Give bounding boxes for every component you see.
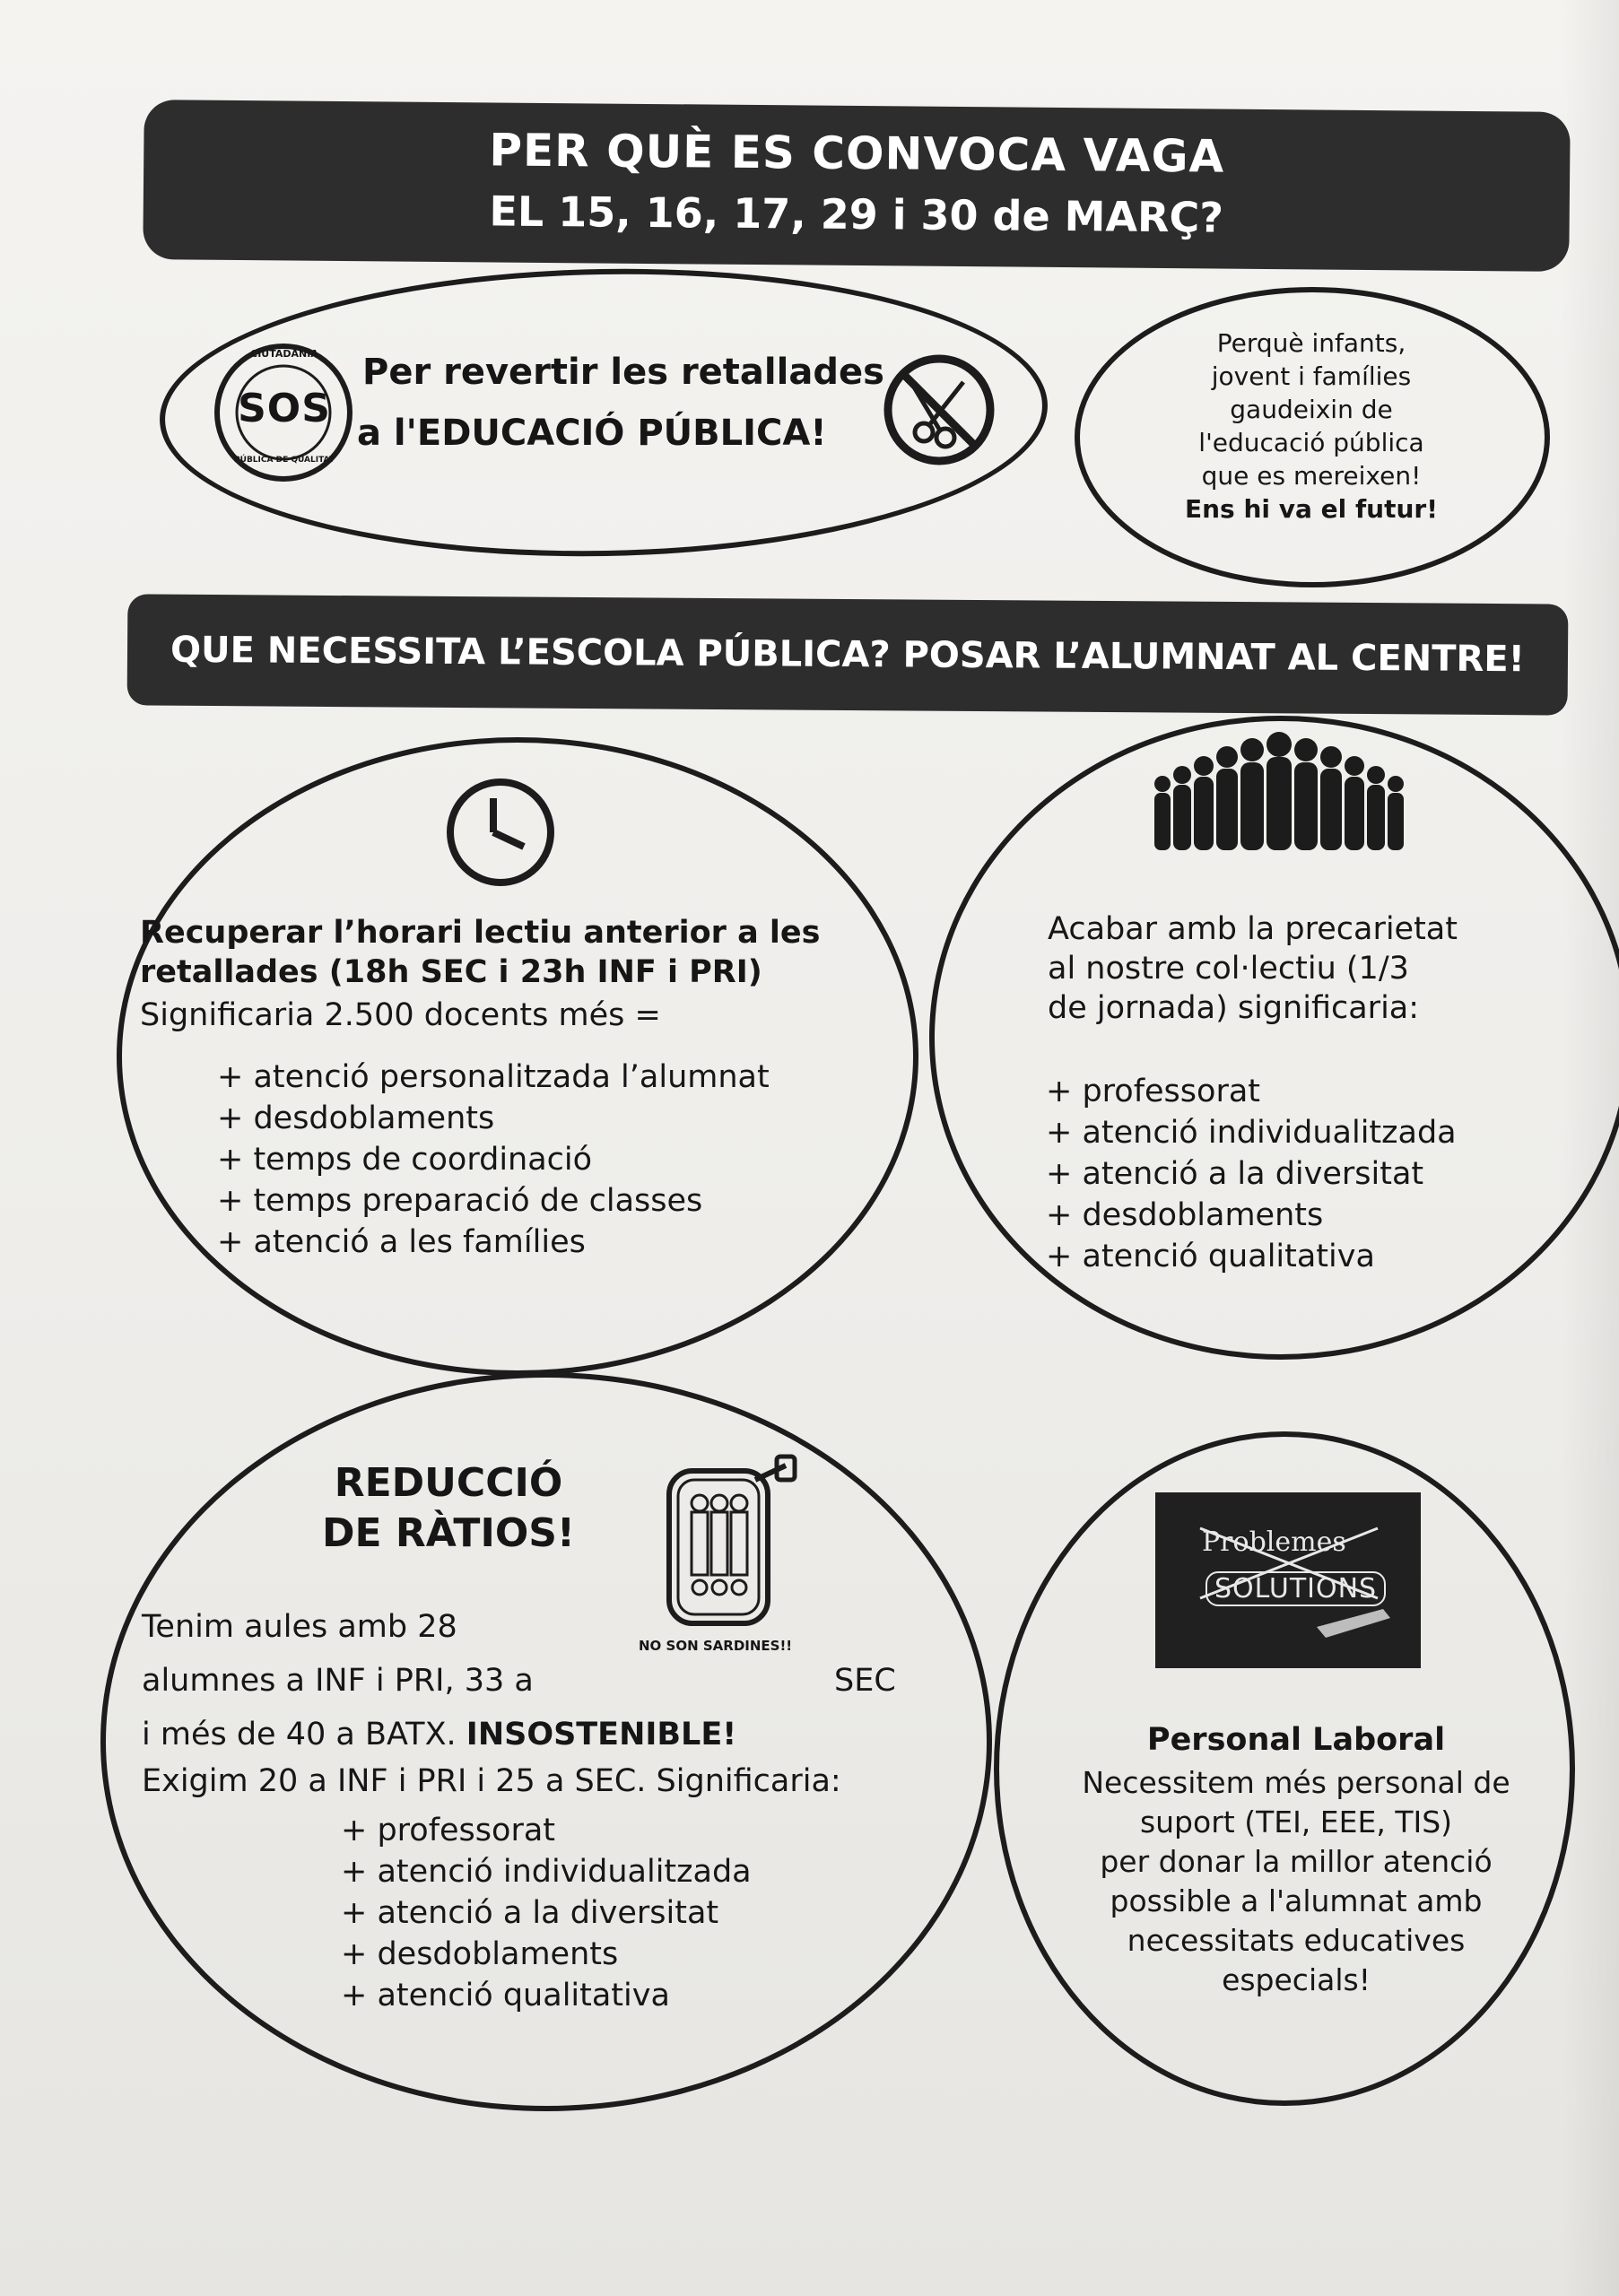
laboral-line: Necessitem més personal de — [1082, 1765, 1510, 1800]
chalkboard-crossed-word: Problemes — [1202, 1526, 1346, 1558]
laboral-line: necessitats educatives — [1127, 1923, 1466, 1958]
ratios-title — [296, 1458, 601, 1559]
families-line: l'educació pública — [1198, 428, 1424, 457]
header-title: PER QUÈ ES CONVOCA VAGA — [489, 124, 1225, 183]
list-item: + temps preparació de classes — [217, 1183, 703, 1219]
header-banner — [143, 100, 1570, 272]
horari-heading-line1: Recuperar l’horari lectiu anterior a les — [140, 915, 821, 951]
precarietat-line: Acabar amb la precarietat — [1048, 911, 1458, 947]
list-item: + desdoblaments — [217, 1100, 495, 1136]
list-item: + atenció qualitativa — [341, 1978, 670, 2013]
list-item: + atenció a les famílies — [217, 1224, 586, 1260]
horari-heading — [140, 913, 820, 992]
sos-line1: Per revertir les retallades — [362, 352, 884, 393]
sos-line2: a l'EDUCACIÓ PÚBLICA! — [357, 413, 827, 454]
laboral-text — [1031, 1763, 1561, 2000]
families-closing: Ens hi va el futur! — [1185, 494, 1438, 524]
ratios-title-line2: DE RÀTIOS! — [322, 1510, 575, 1556]
laboral-title: Personal Laboral — [1146, 1722, 1446, 1758]
laboral-line: suport (TEI, EEE, TIS) — [1139, 1805, 1453, 1839]
list-item: + atenció a la diversitat — [341, 1895, 719, 1931]
precarietat-list — [1046, 1071, 1457, 1277]
families-line: jovent i famílies — [1211, 361, 1412, 391]
horari-heading-line2: retallades (18h SEC i 23h INF i PRI) — [140, 954, 762, 990]
list-item: + professorat — [341, 1813, 556, 1848]
clock-icon — [438, 770, 563, 895]
precarietat-line: al nostre col·lectiu (1/3 — [1048, 951, 1409, 987]
ratios-line: Tenim aules amb 28 — [142, 1609, 457, 1645]
list-item: + atenció individualitzada — [1046, 1115, 1457, 1151]
crowd-icon — [1146, 725, 1412, 859]
list-item: + desdoblaments — [1046, 1197, 1324, 1233]
families-line: gaudeixin de — [1230, 395, 1393, 424]
ratios-demand: Exigim 20 a INF i PRI i 25 a SEC. Significaria: — [142, 1763, 841, 1799]
families-text — [1132, 326, 1491, 526]
list-item: + professorat — [1046, 1074, 1261, 1109]
section-title: QUE NECESSITA L’ESCOLA PÚBLICA? POSAR L’ALUMNAT AL CENTRE! — [170, 629, 1526, 681]
horari-sub: Significaria 2.500 docents més = — [140, 997, 661, 1033]
laboral-line: per donar la millor atenció — [1100, 1844, 1493, 1879]
no-scissors-icon — [881, 352, 997, 468]
horari-list — [217, 1057, 770, 1263]
list-item: + temps de coordinació — [217, 1142, 593, 1178]
ratios-line-sec: SEC — [834, 1663, 896, 1699]
sos-logo-text: SOS — [238, 386, 331, 431]
families-line: que es mereixen! — [1201, 461, 1422, 491]
sos-seal-top: CIUTADANIA — [250, 348, 318, 360]
families-line: Perquè infants, — [1216, 328, 1406, 358]
laboral-line: especials! — [1222, 1962, 1371, 1997]
ratios-line: alumnes a INF i PRI, 33 a — [142, 1663, 534, 1699]
precarietat-line: de jornada) significaria: — [1048, 990, 1420, 1026]
ratios-line: i més de 40 a BATX. — [142, 1717, 466, 1752]
precarietat-text — [1048, 909, 1458, 1028]
ratios-title-line1: REDUCCIÓ — [334, 1460, 563, 1506]
ratios-insostenible: INSOSTENIBLE! — [466, 1717, 737, 1752]
list-item: + atenció qualitativa — [1046, 1239, 1375, 1274]
list-item: + desdoblaments — [341, 1936, 619, 1972]
list-item: + atenció a la diversitat — [1046, 1156, 1424, 1192]
chalkboard-word: SOLUTIONS — [1206, 1571, 1386, 1606]
ratios-badge: NO SON SARDINES!! — [639, 1638, 793, 1654]
laboral-line: possible a l'alumnat amb — [1110, 1883, 1483, 1918]
list-item: + atenció personalitzada l’alumnat — [217, 1059, 770, 1095]
header-dates: EL 15, 16, 17, 29 i 30 de MARÇ? — [489, 187, 1224, 242]
sos-seal-bottom: PÚBLICA DE QUALITAT — [234, 456, 335, 465]
ratios-paragraph — [142, 1600, 913, 1761]
list-item: + atenció individualitzada — [341, 1854, 752, 1890]
ratios-list — [341, 1810, 752, 2016]
section-banner — [127, 594, 1569, 715]
